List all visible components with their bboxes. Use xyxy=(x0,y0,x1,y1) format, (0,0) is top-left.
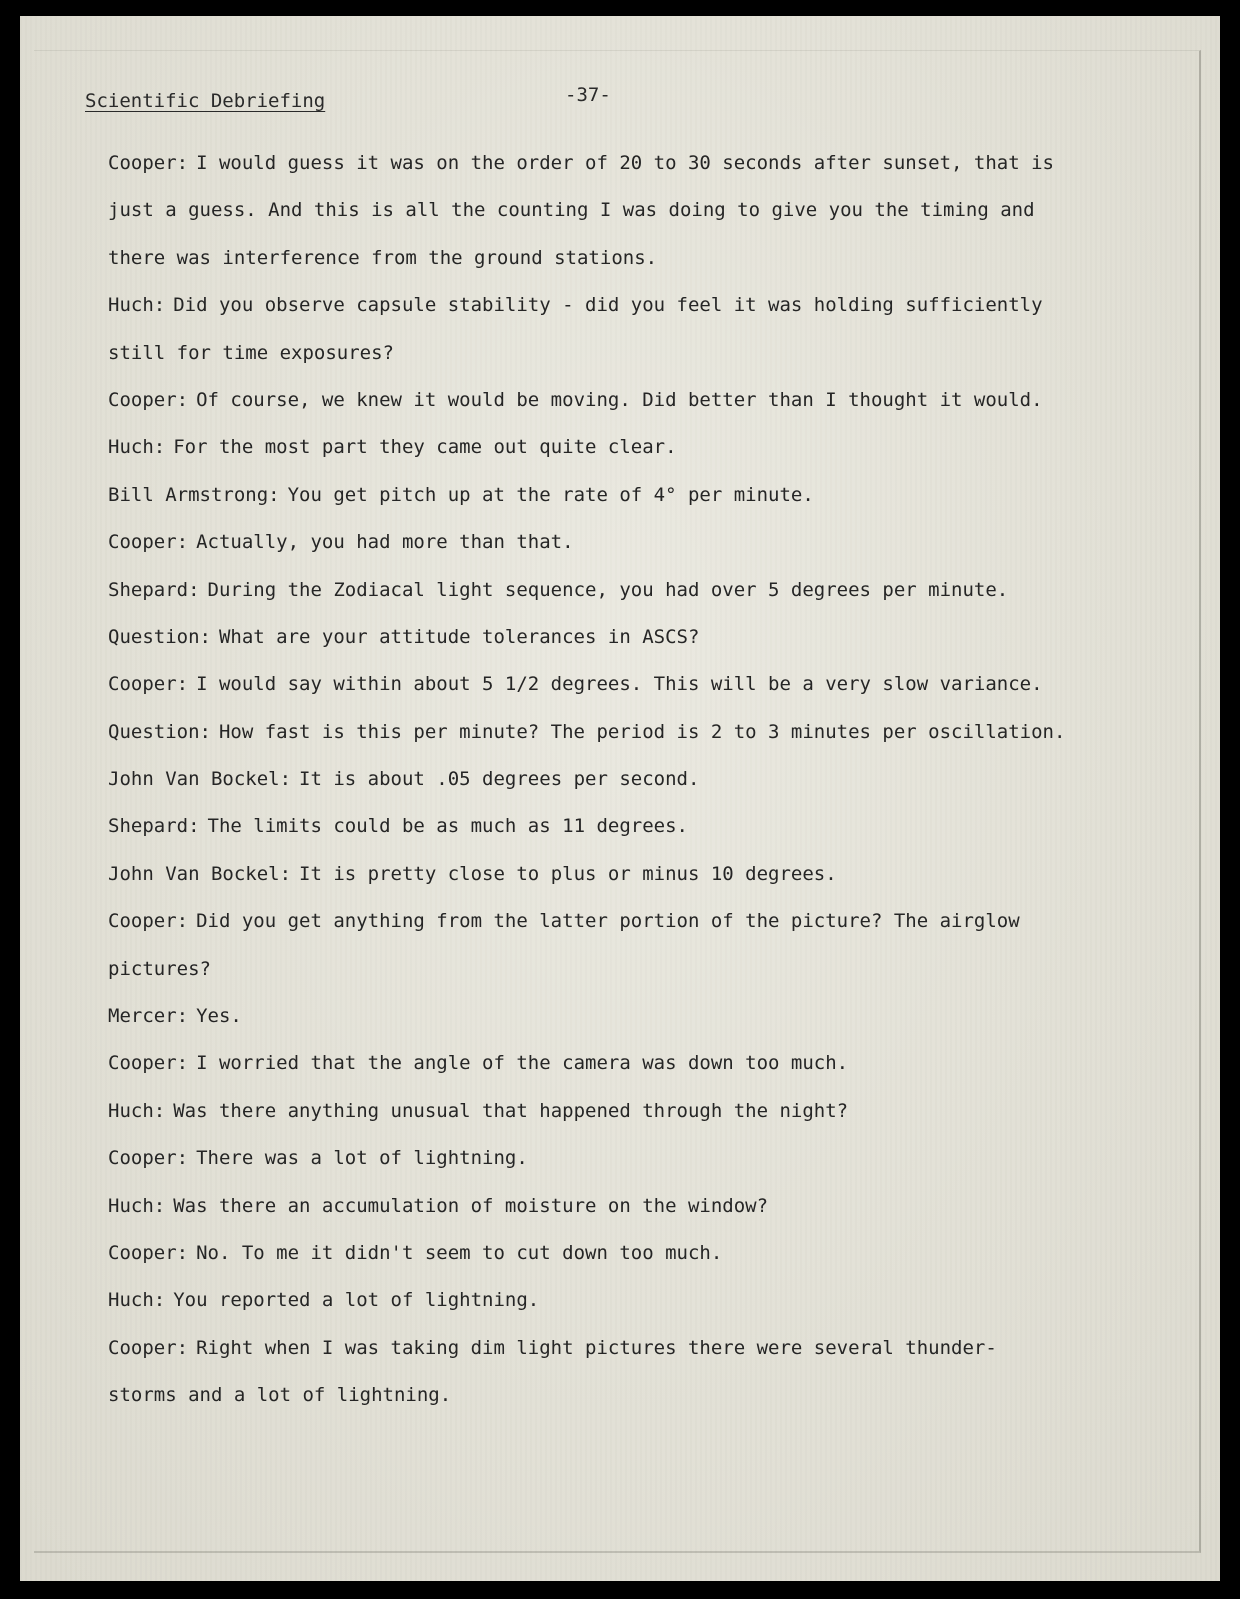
utterance-text: I worried that the angle of the camera was down too much. xyxy=(196,1052,849,1075)
utterance-text: Yes. xyxy=(196,1005,242,1028)
speaker-name: Cooper: xyxy=(108,152,189,174)
speaker-name: Huch: xyxy=(108,1289,166,1312)
transcript-line xyxy=(108,1277,1108,1324)
speaker-name: Cooper: xyxy=(108,531,189,554)
speaker-name: Question: xyxy=(108,720,211,743)
transcript-line xyxy=(108,993,1108,1040)
transcript-line xyxy=(108,661,1108,708)
transcript-line xyxy=(108,330,1108,377)
transcript-line xyxy=(108,1372,1108,1419)
transcript-line xyxy=(108,614,1108,661)
utterance-text: just a guess. And this is all the counting I was doing to give you the timing and xyxy=(108,199,1035,222)
utterance-text: Was there anything unusual that happened through the night? xyxy=(173,1099,849,1122)
utterance-text: I would guess it was on the order of 20 to 30 seconds after sunset, that is xyxy=(196,152,1055,174)
transcript-line xyxy=(108,424,1108,471)
transcript-line xyxy=(108,946,1108,993)
utterance-text: During the Zodiacal light sequence, you had over 5 degrees per minute. xyxy=(207,578,1009,601)
speaker-name: Cooper: xyxy=(108,910,189,933)
speaker-name: John Van Bockel: xyxy=(108,768,292,791)
transcript-line xyxy=(108,519,1108,566)
utterance-text: There was a lot of lightning. xyxy=(196,1147,528,1170)
speaker-name: Cooper: xyxy=(108,1052,189,1075)
transcript-line xyxy=(108,282,1108,329)
utterance-text: Was there an accumulation of moisture on the window? xyxy=(173,1194,769,1217)
speaker-name: Cooper: xyxy=(108,1241,189,1264)
document-title: Scientific Debriefing xyxy=(85,90,326,112)
utterance-text: No. To me it didn't seem to cut down too much. xyxy=(196,1241,723,1264)
transcript-body xyxy=(108,140,1108,1420)
transcript-line xyxy=(108,709,1108,756)
speaker-name: Huch: xyxy=(108,1194,166,1217)
transcript-line xyxy=(108,235,1108,282)
transcript-line xyxy=(108,803,1108,850)
utterance-text: What are your attitude tolerances in ASCS? xyxy=(218,625,700,648)
page-header xyxy=(85,84,1085,130)
utterance-text: Did you get anything from the latter portion of the picture? The airglow xyxy=(196,910,1020,933)
utterance-text: It is pretty close to plus or minus 10 degrees. xyxy=(299,862,837,885)
utterance-text: there was interference from the ground stations. xyxy=(108,246,658,269)
utterance-text: Did you observe capsule stability - did you feel it was holding sufficiently xyxy=(173,294,1043,317)
utterance-text: I would say within about 5 1/2 degrees. This will be a very slow variance. xyxy=(196,673,1043,696)
speaker-name: Mercer: xyxy=(108,1005,189,1028)
transcript-line xyxy=(108,1135,1108,1182)
speaker-name: Cooper: xyxy=(108,388,189,411)
utterance-text: The limits could be as much as 11 degrees. xyxy=(207,815,688,838)
utterance-text: storms and a lot of lightning. xyxy=(108,1384,452,1407)
transcript-line xyxy=(108,187,1108,234)
speaker-name: Huch: xyxy=(108,436,166,459)
transcript-line xyxy=(108,140,1108,187)
utterance-text: Right when I was taking dim light pictures there were several thunder- xyxy=(196,1336,997,1359)
utterance-text: pictures? xyxy=(108,957,211,980)
utterance-text: How fast is this per minute? The period is 2 to 3 minutes per oscillation. xyxy=(218,720,1066,743)
transcript-line xyxy=(108,1183,1108,1230)
page-number: -37- xyxy=(565,84,611,106)
utterance-text: It is about .05 degrees per second. xyxy=(299,768,700,791)
transcript-line xyxy=(108,1088,1108,1135)
transcript-line xyxy=(108,567,1108,614)
utterance-text: You get pitch up at the rate of 4° per minute. xyxy=(287,483,814,506)
transcript-line xyxy=(108,898,1108,945)
utterance-text: still for time exposures? xyxy=(108,341,394,364)
speaker-name: Cooper: xyxy=(108,1147,189,1170)
speaker-name: Shepard: xyxy=(108,815,200,838)
transcript-line xyxy=(108,1325,1108,1372)
transcript-line xyxy=(108,377,1108,424)
speaker-name: Question: xyxy=(108,625,211,648)
transcript-line xyxy=(108,756,1108,803)
utterance-text: Actually, you had more than that. xyxy=(196,531,574,554)
transcript-line xyxy=(108,851,1108,898)
speaker-name: Cooper: xyxy=(108,1336,189,1359)
transcript-line xyxy=(108,1230,1108,1277)
utterance-text: Of course, we knew it would be moving. Did better than I thought it would. xyxy=(196,388,1043,411)
speaker-name: Shepard: xyxy=(108,578,200,601)
transcript-line xyxy=(108,472,1108,519)
speaker-name: Huch: xyxy=(108,294,166,317)
utterance-text: You reported a lot of lightning. xyxy=(173,1289,540,1312)
transcript-line xyxy=(108,1040,1108,1087)
speaker-name: Huch: xyxy=(108,1099,166,1122)
utterance-text: For the most part they came out quite clear. xyxy=(173,436,677,459)
speaker-name: Cooper: xyxy=(108,673,189,696)
speaker-name: Bill Armstrong: xyxy=(108,483,280,506)
speaker-name: John Van Bockel: xyxy=(108,862,292,885)
